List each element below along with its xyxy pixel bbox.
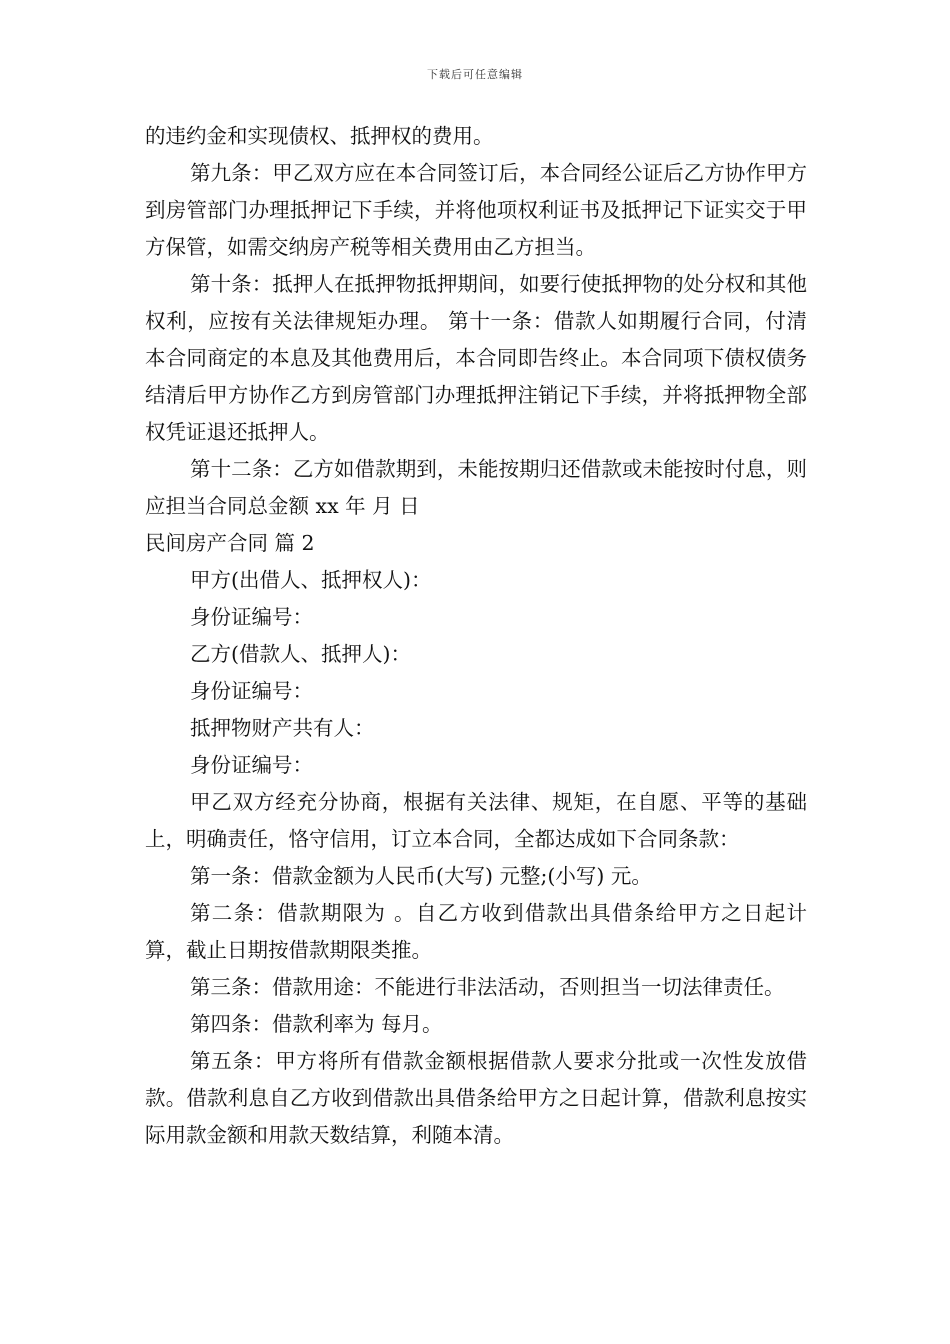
paragraph-preamble: 甲乙双方经充分协商，根据有关法律、规矩，在自愿、平等的基础上，明确责任，恪守信用，订立本合同，全都达成如下合同条款： — [145, 790, 807, 851]
field-party-b-id: 身份证编号： — [190, 679, 313, 703]
field-party-b: 乙方(借款人、抵押人)： — [190, 642, 411, 666]
paragraph-article-3: 第三条：借款用途：不能进行非法活动，否则担当一切法律责任。 — [190, 975, 785, 999]
paragraph-article-2: 第二条：借款期限为 。自乙方收到借款出具借条给甲方之日起计算，截止日期按借款期限类推。 — [145, 901, 807, 962]
paragraph-article-1: 第一条：借款金额为人民币(大写) 元整;(小写) 元。 — [190, 864, 652, 888]
paragraph-article-5: 第五条：甲方将所有借款金额根据借款人要求分批或一次性发放借款。借款利息自乙方收到借款出具借条给甲方之日起计算，借款利息按实际用款金额和用款天数结算，利随本清。 — [145, 1049, 807, 1147]
document-body — [145, 118, 807, 1154]
paragraph-article-12: 第十二条：乙方如借款期到，未能按期归还借款或未能按时付息，则应担当合同总金额 xx 年 月 日 — [145, 457, 807, 518]
field-party-a-id: 身份证编号： — [190, 605, 313, 629]
field-co-owner: 抵押物财产共有人： — [190, 716, 375, 740]
paragraph-penalty-fees: 的违约金和实现债权、抵押权的费用。 — [145, 124, 494, 148]
paragraph-article-4: 第四条：借款利率为 每月。 — [190, 1012, 443, 1036]
paragraph-article-9: 第九条：甲乙双方应在本合同签订后，本合同经公证后乙方协作甲方到房管部门办理抵押记下手续，并将他项权利证书及抵押记下证实交于甲方保管，如需交纳房产税等相关费用由乙方担当。 — [145, 161, 807, 259]
page-header: 下载后可任意编辑 — [427, 68, 523, 81]
section-title-contract-2: 民间房产合同 篇 2 — [145, 531, 315, 555]
field-co-owner-id: 身份证编号： — [190, 753, 313, 777]
paragraph-article-10-11: 第十条：抵押人在抵押物抵押期间，如要行使抵押物的处分权和其他权利，应按有关法律规矩办理。 第十一条：借款人如期履行合同，付清本合同商定的本息及其他费用后，本合同即告终止。本合同项下债权债务结清后甲方协作乙方到房管部门办理抵押注销记下手续，并将抵押物全部权凭证退还抵押人。 — [145, 272, 807, 444]
field-party-a: 甲方(出借人、抵押权人)： — [190, 568, 432, 592]
